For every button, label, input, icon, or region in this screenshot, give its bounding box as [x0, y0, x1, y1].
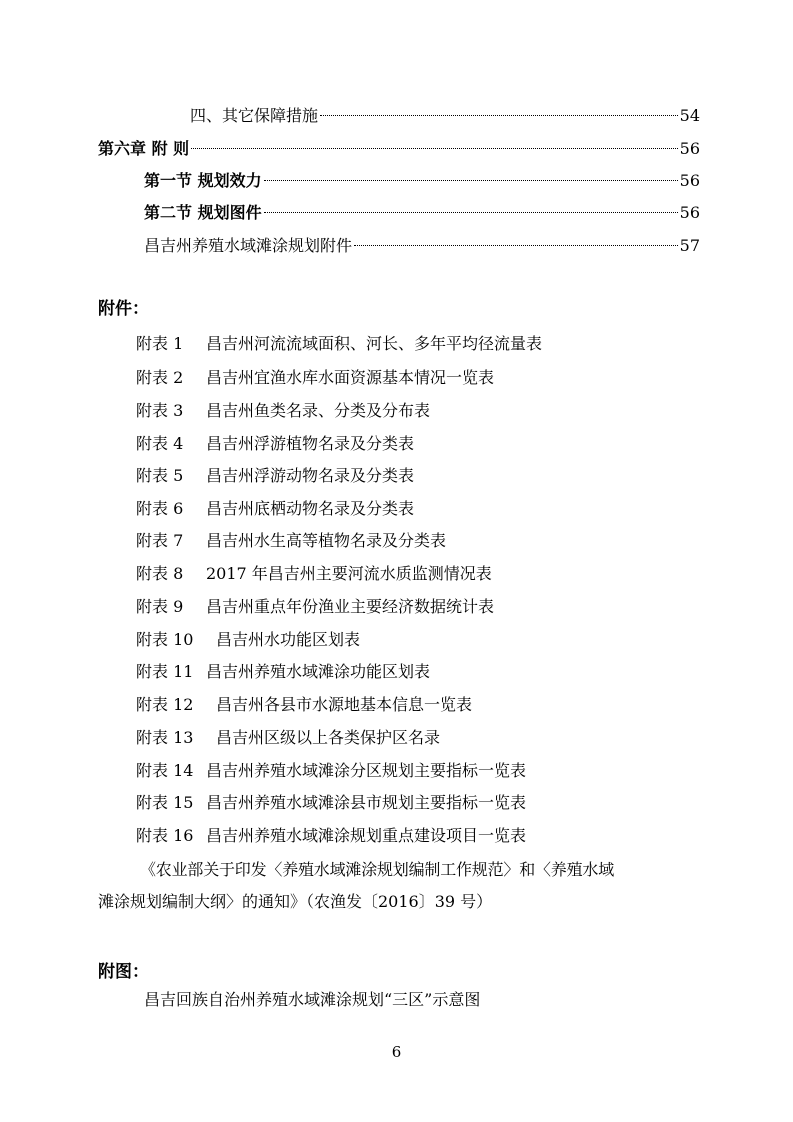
toc-leader: [264, 212, 678, 213]
attachment-item: [136, 434, 414, 454]
attachment-num: 附表 9: [136, 597, 184, 616]
attachment-item: [136, 826, 526, 846]
attachment-num: 附表 2: [136, 368, 184, 387]
toc-label: 昌吉州养殖水域滩涂规划附件: [144, 236, 353, 255]
toc-page: 56: [679, 203, 700, 222]
attachment-title: 昌吉州各县市水源地基本信息一览表: [216, 695, 473, 714]
attachment-item: [136, 662, 430, 682]
attachment-title: 昌吉州浮游动物名录及分类表: [206, 466, 415, 485]
attachment-num: 附表 4: [136, 434, 184, 453]
toc-row[interactable]: [144, 231, 700, 261]
attachment-num: 附表 12: [136, 695, 194, 714]
toc-label: 第二节 规划图件: [144, 203, 262, 222]
attachment-num: 附表 7: [136, 531, 184, 550]
attachments-heading: 附件：: [98, 299, 149, 319]
attachment-item: [136, 728, 440, 748]
attachment-num: 附表 6: [136, 499, 184, 518]
attachment-num: 附表 11: [136, 662, 194, 681]
attachment-item: [136, 531, 446, 551]
toc-label: 四、其它保障措施: [190, 106, 319, 125]
attachment-num: 附表 15: [136, 793, 194, 812]
toc-page: 57: [679, 236, 700, 255]
attachment-title: 昌吉州水功能区划表: [216, 630, 361, 649]
toc-leader: [191, 148, 677, 149]
toc-leader: [264, 180, 678, 181]
figures-heading: 附图：: [98, 962, 149, 982]
toc-row[interactable]: [98, 134, 700, 164]
attachment-item: [136, 368, 494, 388]
attachment-title: 昌吉州底栖动物名录及分类表: [206, 499, 415, 518]
attachment-title: 昌吉州养殖水域滩涂规划重点建设项目一览表: [206, 826, 527, 845]
attachment-title: 昌吉州重点年份渔业主要经济数据统计表: [206, 597, 495, 616]
attachment-title: 昌吉州浮游植物名录及分类表: [206, 434, 415, 453]
attachment-item: [136, 334, 542, 354]
attachment-item: [136, 401, 430, 421]
page-number: 6: [391, 1043, 402, 1061]
toc-page: 56: [679, 139, 700, 158]
attachment-title: 2017 年昌吉州主要河流水质监测情况表: [206, 564, 492, 583]
toc-label: 第一节 规划效力: [144, 171, 262, 190]
attachment-item: [136, 793, 526, 813]
attachment-item: [136, 630, 360, 650]
attachment-title: 昌吉州鱼类名录、分类及分布表: [206, 401, 431, 420]
toc-row[interactable]: [144, 166, 700, 196]
toc-label: 第六章 附 则: [98, 139, 190, 158]
attachment-item: [136, 695, 472, 715]
figure-item: 昌吉回族自治州养殖水域滩涂规划“三区”示意图: [144, 990, 481, 1009]
toc-page: 54: [679, 106, 700, 125]
attachment-title: 昌吉州河流流域面积、河长、多年平均径流量表: [206, 334, 543, 353]
attachment-title: 昌吉州养殖水域滩涂县市规划主要指标一览表: [206, 793, 527, 812]
attachment-item: [136, 761, 526, 781]
attachment-item: [136, 499, 414, 519]
attachment-item: [136, 466, 414, 486]
toc-leader: [320, 115, 678, 116]
attachment-num: 附表 1: [136, 334, 184, 353]
attachment-title: 昌吉州养殖水域滩涂分区规划主要指标一览表: [206, 761, 527, 780]
attachment-title: 昌吉州养殖水域滩涂功能区划表: [206, 662, 431, 681]
attachment-title: 昌吉州区级以上各类保护区名录: [216, 728, 441, 747]
attachment-num: 附表 14: [136, 761, 194, 780]
attachment-item: [136, 564, 492, 584]
notice-line: 《农业部关于印发〈养殖水域滩涂规划编制工作规范〉和〈养殖水域: [140, 860, 615, 879]
attachment-num: 附表 3: [136, 401, 184, 420]
attachment-num: 附表 13: [136, 728, 194, 747]
attachment-num: 附表 10: [136, 630, 194, 649]
toc-page: 56: [679, 171, 700, 190]
toc-row[interactable]: [190, 101, 700, 131]
notice-line: 滩涂规划编制大纲〉的通知》（农渔发〔2016〕39 号）: [98, 892, 493, 911]
attachment-title: 昌吉州宜渔水库水面资源基本情况一览表: [206, 368, 495, 387]
attachment-num: 附表 8: [136, 564, 184, 583]
attachment-num: 附表 16: [136, 826, 194, 845]
attachment-title: 昌吉州水生高等植物名录及分类表: [206, 531, 447, 550]
attachment-item: [136, 597, 494, 617]
toc-row[interactable]: [144, 198, 700, 228]
toc-leader: [354, 245, 678, 246]
attachment-num: 附表 5: [136, 466, 184, 485]
